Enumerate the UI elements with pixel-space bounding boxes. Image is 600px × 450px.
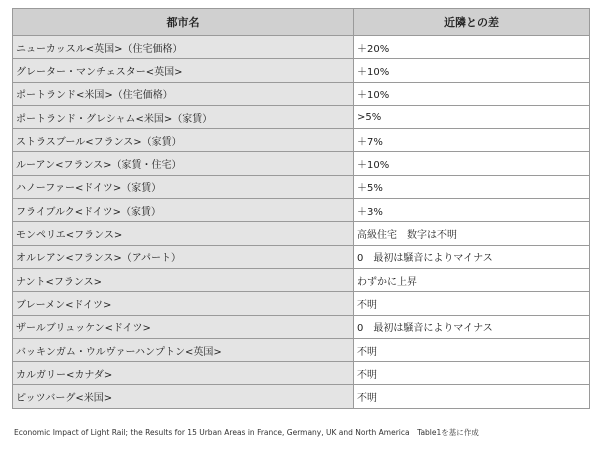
table-row	[13, 245, 590, 268]
difference-cell: 0 最初は騒音によりマイナス	[354, 315, 590, 338]
city-cell: ピッツバーグ<米国>	[13, 385, 354, 408]
city-cell: モンペリエ<フランス>	[13, 222, 354, 245]
difference-cell: 不明	[354, 385, 590, 408]
city-cell: ハノーファー<ドイツ>（家賃）	[13, 175, 354, 198]
city-cell: バッキンガム・ウルヴァーハンプトン<英国>	[13, 338, 354, 361]
city-cell: ナント<フランス>	[13, 268, 354, 291]
difference-cell: 不明	[354, 362, 590, 385]
city-cell: カルガリー<カナダ>	[13, 362, 354, 385]
table-row	[13, 105, 590, 128]
city-cell: グレーター・マンチェスター<英国>	[13, 59, 354, 82]
difference-cell: ＋5%	[354, 175, 590, 198]
table-row	[13, 385, 590, 408]
difference-cell: 高級住宅 数字は不明	[354, 222, 590, 245]
difference-cell: ＋10%	[354, 152, 590, 175]
table-row	[13, 362, 590, 385]
table-row	[13, 338, 590, 361]
table-row	[13, 222, 590, 245]
difference-cell: ＋10%	[354, 82, 590, 105]
table-body	[13, 36, 590, 409]
table-row	[13, 199, 590, 222]
city-cell: ブレーメン<ドイツ>	[13, 292, 354, 315]
city-cell: ポートランド<米国>（住宅価格）	[13, 82, 354, 105]
table-row	[13, 36, 590, 59]
header-city: 都市名	[13, 9, 354, 36]
difference-cell: ＋10%	[354, 59, 590, 82]
difference-cell: 不明	[354, 292, 590, 315]
city-cell: ルーアン<フランス>（家賃・住宅）	[13, 152, 354, 175]
header-difference: 近隣との差	[354, 9, 590, 36]
city-price-table	[12, 8, 590, 409]
difference-cell: 0 最初は騒音によりマイナス	[354, 245, 590, 268]
difference-cell: 不明	[354, 338, 590, 361]
table-row	[13, 175, 590, 198]
table-row	[13, 82, 590, 105]
city-cell: ポートランド・グレシャム<米国>（家賃）	[13, 105, 354, 128]
source-caption: Economic Impact of Light Rail; the Results for 15 Urban Areas in France, Germany, UK and North America Table1を基に作成	[14, 428, 479, 437]
header-row	[13, 9, 590, 36]
city-cell: ニューカッスル<英国>（住宅価格）	[13, 36, 354, 59]
table-header	[13, 9, 590, 36]
difference-cell: ＋20%	[354, 36, 590, 59]
city-cell: フライブルク<ドイツ>（家賃）	[13, 199, 354, 222]
difference-cell: ＋3%	[354, 199, 590, 222]
table-row	[13, 152, 590, 175]
city-cell: ザールブリュッケン<ドイツ>	[13, 315, 354, 338]
table-row	[13, 59, 590, 82]
city-cell: ストラスブール<フランス>（家賃）	[13, 129, 354, 152]
difference-cell: >5%	[354, 105, 590, 128]
table-row	[13, 129, 590, 152]
table-row	[13, 268, 590, 291]
city-cell: オルレアン<フランス>（アパート）	[13, 245, 354, 268]
difference-cell: わずかに上昇	[354, 268, 590, 291]
table-row	[13, 315, 590, 338]
table-row	[13, 292, 590, 315]
difference-cell: ＋7%	[354, 129, 590, 152]
